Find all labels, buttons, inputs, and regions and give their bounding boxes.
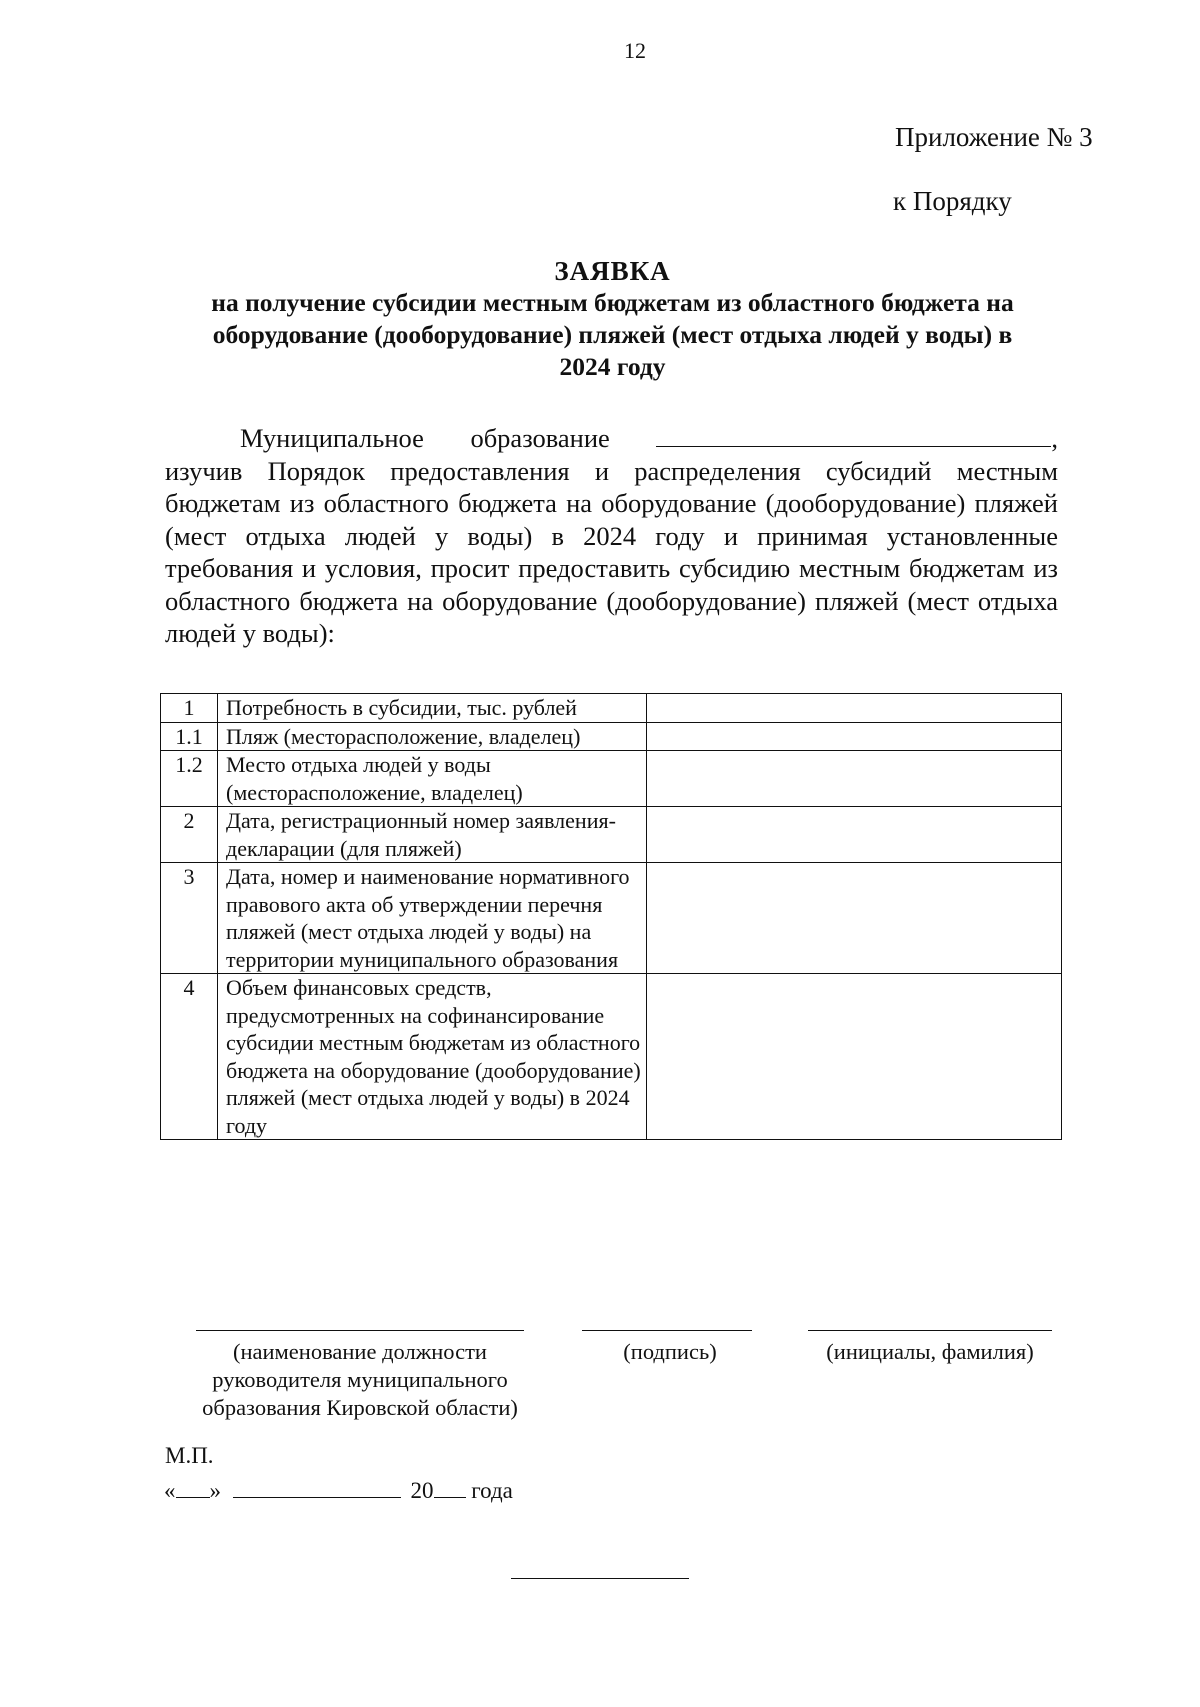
page-number: 12 [624,38,646,63]
stamp-label: М.П. [165,1443,214,1468]
year-prefix: 20 [410,1478,434,1503]
title-line-2: оборудование (дооборудование) пляжей (мест отдыха людей у воды) в [212,320,1013,349]
row-value-field[interactable] [647,807,1062,863]
row-label: Дата, номер и наименование нормативного правового акта об утверждении перечня пляжей (мест отдыха людей у воды) на территории муниципального образования [218,863,647,974]
municipality-line [165,420,1058,455]
application-table [160,693,1062,1140]
to-order-label: к Порядку [893,186,1012,216]
title-main: ЗАЯВКА [554,256,671,286]
body-paragraph [165,420,1058,650]
row-number: 2 [161,807,218,863]
row-value-field[interactable] [647,974,1062,1140]
signature-line[interactable] [582,1330,752,1331]
position-caption: (наименование должности руководителя муниципального образования Кировской области) [202,1339,518,1420]
row-value-field[interactable] [647,863,1062,974]
row-label: Пляж (месторасположение, владелец) [218,722,647,751]
row-label: Потребность в субсидии, тыс. рублей [218,694,647,723]
day-field[interactable] [176,1477,210,1498]
row-value-field[interactable] [647,694,1062,723]
name-caption: (инициалы, фамилия) [826,1339,1034,1364]
row-number: 1 [161,694,218,723]
table-row [161,863,1062,974]
row-number: 1.1 [161,722,218,751]
municipality-blank [656,420,1058,455]
table-row [161,694,1062,723]
table-row [161,751,1062,807]
title-line-1: на получение субсидии местным бюджетам из областного бюджета на [211,288,1014,317]
formation-word: образование [470,423,610,453]
title-line-3: 2024 году [559,352,666,381]
year-field[interactable] [434,1477,466,1498]
row-label: Дата, регистрационный номер заявления-декларации (для пляжей) [218,807,647,863]
position-line[interactable] [196,1330,524,1331]
date-open-quote: « [164,1478,176,1503]
row-label: Место отдыха людей у воды (месторасположение, владелец) [218,751,647,807]
municipality-word: Муниципальное [240,423,424,453]
comma: , [1051,423,1058,453]
row-value-field[interactable] [647,722,1062,751]
table-row [161,974,1062,1140]
row-value-field[interactable] [647,751,1062,807]
month-field[interactable] [233,1477,401,1498]
signature-caption: (подпись) [623,1339,717,1364]
year-suffix: года [471,1478,513,1503]
table-body [161,694,1062,1140]
row-number: 1.2 [161,751,218,807]
date-close-quote: » [209,1478,221,1503]
appendix-label: Приложение № 3 [895,122,1093,152]
name-line[interactable] [808,1330,1052,1331]
municipality-name-field[interactable] [656,420,1051,447]
row-label: Объем финансовых средств, предусмотренных на софинансирование субсидии местным бюджетам из областного бюджета на оборудование (дооборудование) пляжей (мест отдыха людей у воды) в 2024 году [218,974,647,1140]
end-rule [511,1578,689,1579]
body-rest: изучив Порядок предоставления и распределения субсидий местным бюджетам из областного бюджета на оборудование (дооборудование) пляжей (мест отдыха людей у воды) в 2024 году и принимая установленные требования и условия, просит предоставить субсидию местным бюджетам из областного бюджета на оборудование (дооборудование) пляжей (мест отдыха людей у воды): [165,455,1058,648]
row-number: 3 [161,863,218,974]
date-line [164,1477,513,1504]
table-row [161,722,1062,751]
table-row [161,807,1062,863]
document-title [160,255,1065,383]
row-number: 4 [161,974,218,1140]
